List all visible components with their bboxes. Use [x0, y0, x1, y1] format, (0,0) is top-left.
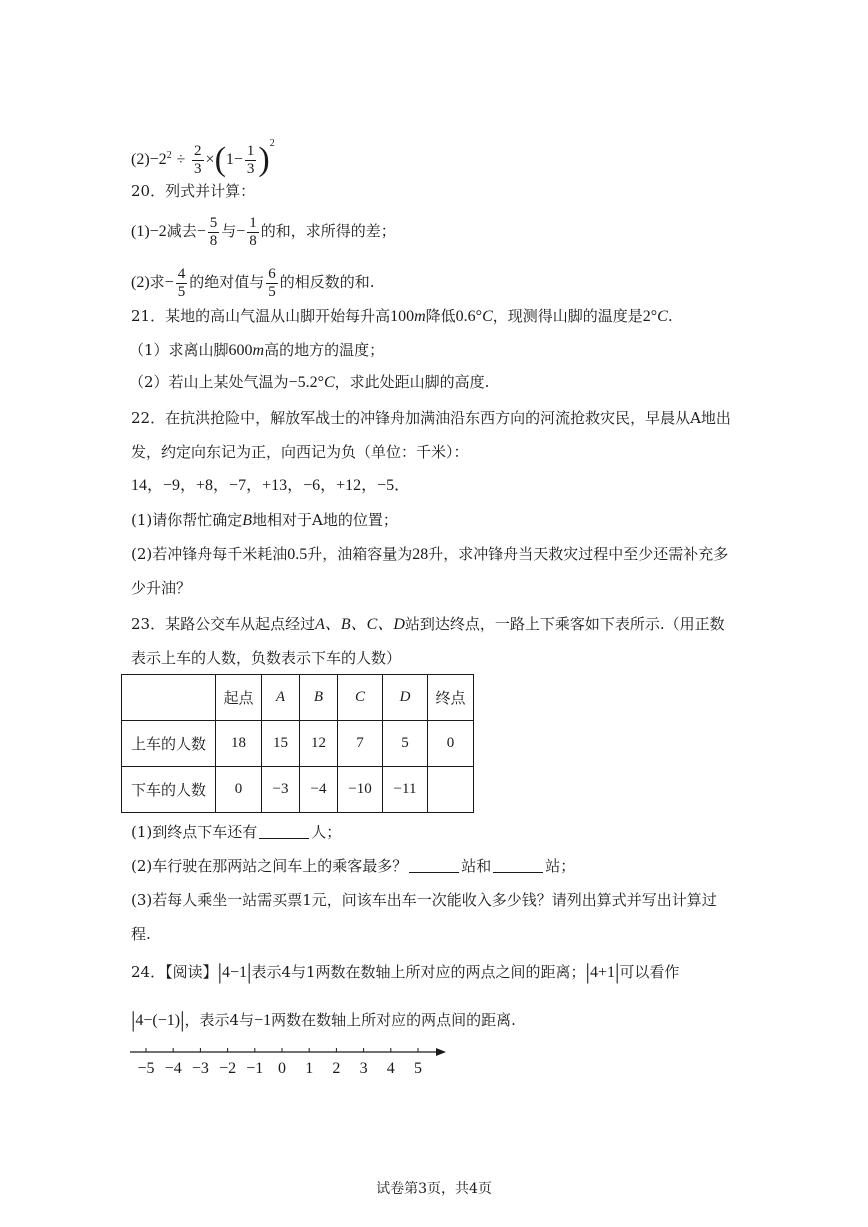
table-cell: 18: [216, 721, 262, 767]
q22-p1-text1: (1)请你帮忙确定: [131, 511, 243, 529]
q21-p1-unit: m: [252, 342, 265, 359]
q21-text1: 21．某地的高山气温从山脚开始每升高: [131, 307, 391, 325]
table-cell: 5: [383, 721, 428, 767]
answer-blank[interactable]: [259, 838, 309, 839]
passenger-table: [121, 674, 474, 813]
q21-p2-unit: C: [323, 374, 335, 391]
q22-p1-text2: 地相对于A地的位置；: [252, 511, 398, 529]
q19-outer-exponent: 2: [269, 138, 275, 149]
q21-unit-m: m: [414, 308, 426, 325]
q23-text2: 站到达终点，一路上下乘客如下表所示.（用正数: [404, 615, 725, 633]
q21-p1-height: 600: [228, 342, 253, 359]
q24-text2: 表示4与1两数在数轴上所对应的两点之间的距离；: [251, 963, 586, 981]
q23-part3-line2: 程.: [131, 925, 151, 943]
table-cell: −3: [262, 767, 300, 813]
q23-part3-line1: (3)若每人乘坐一站需买票1元，问该车出车一次能收入多少钱？请列出算式并写出计算过: [131, 891, 717, 909]
q21-text3: ，现测得山脚的温度是: [492, 307, 643, 325]
q20-p2-text2: 的绝对值与: [189, 273, 265, 291]
q19-times: ×: [205, 151, 215, 168]
q20-part2: [131, 265, 375, 301]
q21-part2: [129, 372, 489, 393]
number-line-arrow: [436, 1048, 446, 1056]
table-header-cell: C: [338, 675, 383, 721]
abs-bar: |: [180, 1007, 185, 1032]
table-cell: [428, 767, 474, 813]
number-line-label: −4: [164, 1060, 182, 1077]
q23-part1: [131, 822, 341, 842]
table-cell: 12: [300, 721, 338, 767]
table-header-cell: 起点: [216, 675, 262, 721]
table-cell: −10: [338, 767, 383, 813]
q19-divide: ÷: [176, 151, 186, 168]
table-header-cell: B: [300, 675, 338, 721]
q23-p1-text2: 人；: [311, 823, 342, 841]
q19-fraction-2: $\frac{1}{3}$: [246, 142, 255, 177]
q19-fraction-1: $\frac{2}{3}$: [194, 142, 202, 177]
q19-exponent: 2: [166, 150, 172, 161]
q22-distances: 14，−9，+8，−7，+13，−6，+12，−5．: [131, 477, 411, 494]
q20-p1-text2: 与: [221, 222, 237, 240]
q20-p2-neg: −: [164, 274, 174, 291]
q24-text5: 两数在数轴上所对应的两点间的距离.: [271, 1011, 516, 1029]
table-header-cell: A: [262, 675, 300, 721]
q19-base: −2: [149, 151, 167, 168]
table-cell: 下车的人数: [122, 767, 216, 813]
table-header-cell: [122, 675, 216, 721]
q20-p2-frac1: $\frac{4}{5}$: [177, 265, 186, 300]
table-cell: 15: [262, 721, 300, 767]
q21-end: .: [667, 307, 673, 325]
number-line-label: −5: [137, 1060, 155, 1077]
q22-p2-tank: 28: [412, 546, 429, 563]
abs-bar: |: [585, 959, 590, 984]
q23-line2: 表示上车的人数，负数表示下车的人数）: [131, 649, 402, 667]
table-cell: −4: [300, 767, 338, 813]
q23-text1: 23．某路公交车从起点经过: [131, 615, 316, 633]
table-header-row: [122, 675, 474, 721]
q24-abs1: 4−1: [222, 964, 248, 981]
q20-p1-text3: 的和，求所得的差；: [260, 222, 396, 240]
abs-bar: |: [614, 959, 620, 984]
table-header-cell: D: [383, 675, 428, 721]
q20-part1: [131, 214, 396, 250]
number-line-label: 2: [332, 1060, 341, 1077]
table-header-cell: 终点: [428, 675, 474, 721]
q21-p2-text1: （2）若山上某处气温为: [129, 373, 289, 391]
number-line-label: 4: [386, 1060, 395, 1077]
q24-abs2: 4+1: [589, 964, 615, 981]
q19-right-paren: ): [258, 141, 270, 178]
q21-unit-c2: C: [657, 308, 668, 325]
table-row: [122, 767, 474, 813]
number-line-label: 1: [305, 1060, 314, 1077]
q20-p2-frac2: $\frac{6}{5}$: [268, 265, 276, 300]
q19-left-paren: (: [214, 141, 226, 178]
q21-text2: 降低: [425, 307, 456, 325]
table-cell: 0: [216, 767, 262, 813]
page-footer: 试卷第3页，共4页: [376, 1181, 492, 1197]
q20-p1-text1: 减去: [166, 222, 197, 240]
q21-part1: [129, 340, 384, 361]
q20-p2-text3: 的相反数的和.: [279, 273, 375, 291]
abs-bar: |: [131, 1007, 136, 1032]
q24-text3: 可以看作: [619, 963, 680, 981]
q24-abs3: 4−(−1): [135, 1012, 181, 1029]
q23-line1: [131, 614, 725, 635]
q24-text1: 24．【阅读】: [131, 963, 218, 981]
q24-line2: [131, 1007, 516, 1032]
q23-p2-text2: 站和: [461, 857, 492, 875]
q22-p1-var-b: B: [242, 512, 253, 529]
q22-p2-text2: 升，油箱容量为: [307, 545, 413, 563]
q22-part2-line2: 少升油？: [131, 579, 192, 597]
q21-p2-temp: −5.2°: [288, 374, 324, 391]
q23-part2: [131, 856, 575, 876]
q21-p1-text2: 高的地方的温度；: [264, 341, 385, 359]
number-line-label: −1: [246, 1060, 264, 1077]
number-line-label: 5: [414, 1060, 422, 1077]
q20-p1-num: −2: [149, 223, 167, 240]
q24-line1: [131, 959, 680, 984]
q21-temp-drop: 0.6°: [455, 308, 483, 325]
number-line-label: −2: [219, 1060, 237, 1077]
q23-p2-text3: 站；: [545, 857, 576, 875]
table-cell: −11: [383, 767, 428, 813]
answer-blank[interactable]: [409, 872, 459, 873]
q20-title: 20．列式并计算：: [131, 182, 256, 200]
q20-p2-label: (2): [131, 274, 150, 291]
q23-p2-text1: (2)车行驶在那两站之间车上的乘客最多？: [131, 857, 408, 875]
q22-line1: 22．在抗洪抢险中，解放军战士的冲锋舟加满油沿东西方向的河流抢救灾民，早晨从A地出: [131, 409, 731, 427]
number-line-label: 0: [278, 1060, 286, 1077]
answer-blank[interactable]: [493, 872, 543, 873]
table-cell: 上车的人数: [122, 721, 216, 767]
q20-p2-text1: 求: [149, 273, 165, 291]
table-cell: 7: [338, 721, 383, 767]
q20-p1-neg1: −: [196, 223, 206, 240]
q24-neg-one: −1: [254, 1012, 272, 1029]
q23-p1-text1: (1)到终点下车还有: [131, 823, 258, 841]
table-row: [122, 721, 474, 767]
q20-p1-label: (1): [131, 223, 150, 240]
q19-part2-label: (2): [131, 151, 150, 168]
q24-text4: ，表示4与: [184, 1011, 255, 1029]
q19-inner: 1−: [225, 151, 243, 168]
q20-p1-neg2: −: [236, 223, 246, 240]
q21-base-temp: 2°: [642, 308, 658, 325]
q21-height: 100: [390, 308, 415, 325]
q22-part1: [131, 510, 398, 531]
q20-p1-frac2: $\frac{1}{8}$: [249, 214, 257, 249]
q23-stations: A、B、C、D: [315, 616, 405, 633]
q21-stem: [131, 306, 673, 327]
abs-bar: |: [247, 959, 252, 984]
abs-bar: |: [217, 959, 222, 984]
q21-p2-text2: ，求此处距山脚的高度.: [334, 373, 490, 391]
q22-line2: 发，约定向东记为正，向西记为负（单位：千米）：: [131, 443, 469, 461]
number-line: [128, 1042, 458, 1082]
q21-p1-text1: （1）求离山脚: [129, 341, 229, 359]
q22-p2-text3: 升，求冲锋舟当天救灾过程中至少还需补充多: [428, 545, 729, 563]
number-line-label: 3: [359, 1060, 368, 1077]
q22-part2: [131, 544, 728, 565]
q20-p1-frac1: $\frac{5}{8}$: [209, 214, 218, 249]
table-cell: 0: [428, 721, 474, 767]
number-line-label: −3: [191, 1060, 209, 1077]
q22-p2-fuel-rate: 0.5: [287, 546, 308, 563]
q22-p2-text1: (2)若冲锋舟每千米耗油: [131, 545, 288, 563]
q21-unit-c1: C: [482, 308, 493, 325]
q19-part2: [131, 127, 275, 178]
